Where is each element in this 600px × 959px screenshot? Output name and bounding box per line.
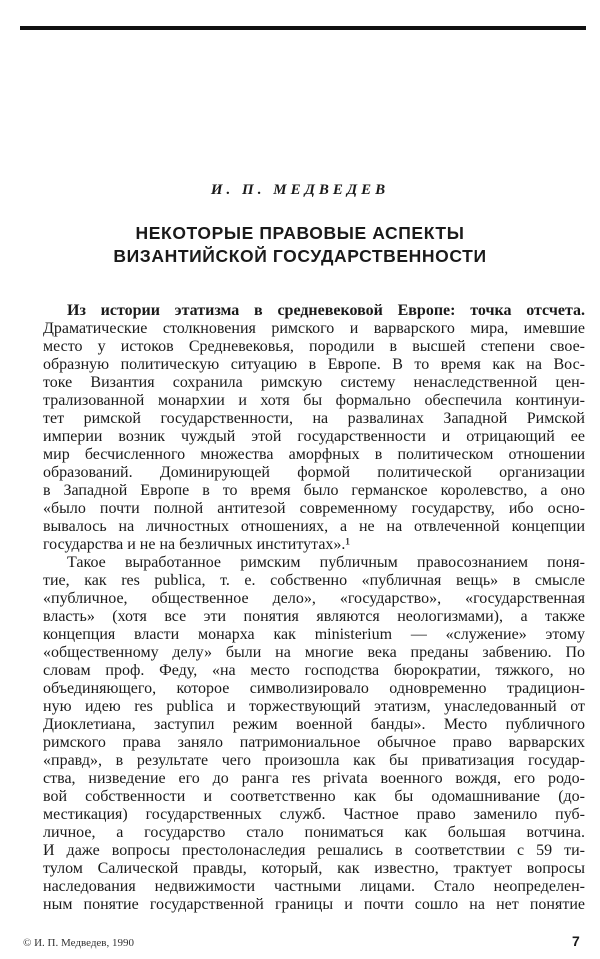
text-line: государства и не на безличных институтах».¹ <box>43 536 351 553</box>
title-line: НЕКОТОРЫЕ ПРАВОВЫЕ АСПЕКТЫ <box>135 223 465 243</box>
text-line: «публичное, общественное дело», «государство», «государственная <box>43 590 585 607</box>
author-name: И. П. МЕДВЕДЕВ <box>210 182 390 198</box>
text-line: ным понятие государственной границы и почти сошло на нет понятие <box>43 896 585 913</box>
article-title <box>0 222 600 268</box>
text-line: Драматические столкновения римского и варварского мира, имевшие <box>43 320 585 337</box>
article-body <box>43 302 585 914</box>
text-line: тулом Салической правды, который, как известно, трактует вопросы <box>43 860 585 877</box>
text-line: вой собственности и соответственно как бы одомашнивание (до- <box>43 788 585 805</box>
text-line: ную идею res publica и торжествующий этатизм, унаследованный от <box>43 698 585 715</box>
text-line: образований. Доминирующей формой политической организации <box>43 464 585 481</box>
text-line: вывалось на личностных отношениях, а не на отвлеченной концепции <box>43 518 585 535</box>
section-heading: Из истории этатизма в средневековой Европе: точка отсчета. <box>67 302 585 319</box>
text-line: «общественному делу» были на многие века преданы забвению. По <box>43 644 585 661</box>
text-line: объединяющего, которое символизировало одновременно традицион- <box>43 680 585 697</box>
text-line: империи возник чуждый этой государственности и отрицающий ее <box>43 428 585 445</box>
page-number: 7 <box>572 933 580 949</box>
text-line: тет римской государственности, на развалинах Западной Римской <box>43 410 585 427</box>
text-line: личное, а государство стало пониматься как большая вотчина. <box>43 824 585 841</box>
title-line: ВИЗАНТИЙСКОЙ ГОСУДАРСТВЕННОСТИ <box>113 246 487 266</box>
text-line: словам проф. Феду, «на место господства бюрократии, тяжкого, но <box>43 662 585 679</box>
text-line: трализованной монархии и хотя бы формально обеспечила континуи- <box>43 392 585 409</box>
text-line: тие, как res publica, т. е. собственно «публичная вещь» в смысле <box>43 572 585 589</box>
text-line: образную политическую ситуацию в Европе. В то время как на Вос- <box>43 356 585 373</box>
text-line: мир бесчисленного множества аморфных в политическом отношении <box>43 446 585 463</box>
text-line: местикация) государственных служб. Частное право заменило пуб- <box>43 806 585 823</box>
text-line: концепция власти монарха как ministerium — «служение» этому <box>43 626 585 643</box>
text-line: римского права заняло патримониальное обычное право варварских <box>43 734 585 751</box>
top-rule <box>20 26 586 30</box>
text-line: в Западной Европе в то время было германское королевство, а оно <box>43 482 585 499</box>
text-line: И даже вопросы престолонаследия решались в соответствии с 59 ти- <box>43 842 585 859</box>
copyright-footer: © И. П. Медведев, 1990 <box>23 937 135 949</box>
text-line: «правд», в результате чего произошла как бы приватизация государ- <box>43 752 585 769</box>
text-line: наследования недвижимости частными лицами. Стало неопределен- <box>43 878 585 895</box>
text-line: токе Византия сохранила римскую систему ненаследственной цен- <box>43 374 585 391</box>
text-line: «было почти полной антитезой современному государству, ибо осно- <box>43 500 585 517</box>
body-lines <box>43 320 585 914</box>
text-line: Такое выработанное римским публичным правосознанием поня- <box>67 554 585 571</box>
text-line: ства, низведение его до ранга res privata военного вождя, его родо- <box>43 770 585 787</box>
section-heading-line <box>43 302 585 320</box>
text-line: место у истоков Средневековья, породили в высшей степени свое- <box>43 338 585 355</box>
text-line: власть» (хотя все эти понятия являются неологизмами), а также <box>43 608 585 625</box>
text-line: Диоклетиана, заступил режим военной банды». Место публичного <box>43 716 585 733</box>
